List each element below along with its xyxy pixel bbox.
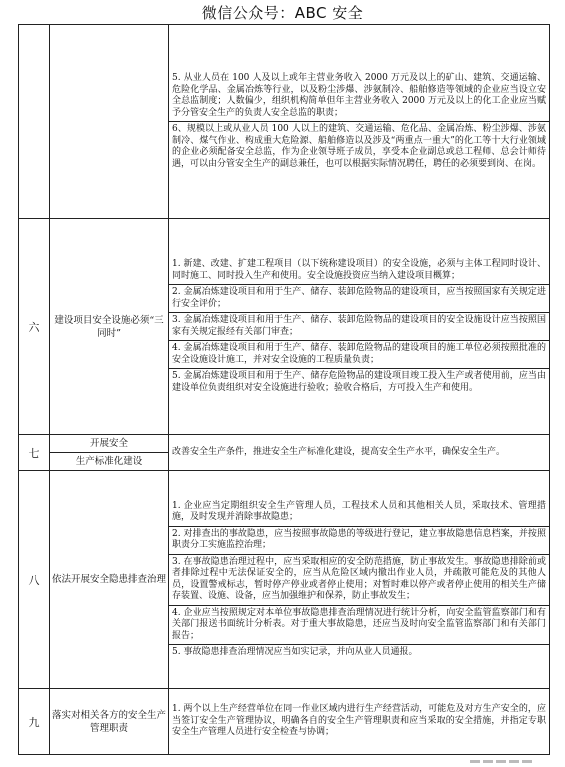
content-item: 6、规模以上或从业人员 100 人以上的建筑、交通运输、危化品、金属冶炼、粉尘涉爆、涉氨制冷、煤气作业、构成重大危险源、船舶修造以及涉及“两重点一重大”的化工等十大行业领域的企业必须配备安全总监，作为企业领导班子成员，享受本企业副总或总工程师、总会计师待遇，可以由分管安全生产的副总兼任，也可以根据实际情况聘任，聘任的必须要到岗、在岗。	[172, 124, 546, 169]
content-item: 2. 金属冶炼建设项目和用于生产、储存、装卸危险物品的建设项目，应当按照国家有关规定进行安全评价；	[169, 285, 549, 313]
row-title	[50, 435, 169, 471]
row-number	[19, 25, 50, 219]
table-row	[19, 471, 550, 689]
content-item: 4. 金属冶炼建设项目和用于生产、储存、装卸危险物品的建设项目的施工单位必须按照批准的安全设施设计施工，并对安全设施的工程质量负责；	[169, 341, 549, 369]
row-content	[169, 471, 550, 689]
row-content	[169, 219, 550, 435]
content-item: 1. 新建、改建、扩建工程项目（以下统称建设项目）的安全设施，必须与主体工程同时设计、同时施工、同时投入生产和使用。安全设施投资应当纳入建设项目概算；	[169, 257, 549, 285]
row-title-line: 生产标准化建设	[50, 452, 168, 470]
row-number: 九	[19, 689, 50, 755]
content-item: 5. 金属冶炼建设项目和用于生产、储存危险物品的建设项目竣工投入生产或者使用前，应当由建设单位负责组织对安全设施进行验收；验收合格后，方可投入生产和使用。	[172, 371, 546, 393]
table-row	[19, 435, 550, 471]
row-content	[169, 689, 550, 755]
row-title: 建设项目安全设施必须“三同时”	[50, 219, 169, 435]
row-title	[50, 25, 169, 219]
content-item: 5. 从业人员在 100 人及以上或年主营业务收入 2000 万元及以上的矿山、建筑、交通运输、危险化学品、金属冶炼等行业，以及粉尘涉爆、涉氨制冷、船舶修造等领域的企业应当设立安全总监制度；人数偏少，组织机构简单但年主营业务收入 2000 万元及以上的化工企业应当赋予分管安全生产的负责人安全总监的职责；	[169, 71, 549, 122]
row-content	[169, 435, 550, 471]
content-item: 改善安全生产条件，推进安全生产标准化建设，提高安全生产水平，确保安全生产。	[172, 446, 506, 457]
table-row	[19, 25, 550, 219]
row-title-line: 开展安全	[89, 438, 128, 449]
row-number: 六	[19, 219, 50, 435]
row-title: 落实对相关各方的安全生产管理职责	[50, 689, 169, 755]
row-title: 依法开展安全隐患排查治理	[50, 471, 169, 689]
row-number: 七	[19, 435, 50, 471]
table-row	[19, 219, 550, 435]
row-number: 八	[19, 471, 50, 689]
page-header: 微信公众号：ABC 安全	[201, 4, 364, 22]
content-item: 3. 在事故隐患治理过程中，应当采取相应的安全防范措施，防止事故发生。事故隐患排除前或者排除过程中无法保证安全的，应当从危险区域内撤出作业人员，并疏散可能危及的其他人员，设置警戒标志，暂时停产停业或者停止使用；对暂时难以停产或者停止使用的相关生产储存装置、设施、设备，应当加强维护和保养，防止事故发生；	[169, 555, 549, 606]
row-content	[169, 25, 550, 219]
content-item: 4. 企业应当按照规定对本单位事故隐患排查治理情况进行统计分析，向安全监管监察部门和有关部门报送书面统计分析表。对于重大事故隐患，还应当及时向安全监管监察部门和有关部门报告；	[169, 606, 549, 646]
content-item: 3. 金属冶炼建设项目和用于生产、储存、装卸危险物品的建设项目的安全设施设计应当按照国家有关规定报经有关部门审查；	[169, 313, 549, 341]
watermark-decoration	[470, 748, 550, 756]
safety-table	[18, 24, 550, 755]
content-item: 1. 两个以上生产经营单位在同一作业区域内进行生产经营活动，可能危及对方生产安全的，应当签订安全生产管理协议，明确各自的安全生产管理职责和应当采取的安全措施，并指定专职安全生产管理人员进行安全检查与协调；	[172, 704, 546, 738]
table-row	[19, 689, 550, 755]
content-item: 1. 企业应当定期组织安全生产管理人员，工程技术人员和其他相关人员，采取技术、管理措施，及时发现并消除事故隐患；	[169, 499, 549, 527]
content-item: 5. 事故隐患排查治理情况应当如实记录，并向从业人员通报。	[172, 647, 418, 657]
content-item: 2. 对排查出的事故隐患，应当按照事故隐患的等级进行登记，建立事故隐患信息档案，并按照职责分工实施监控治理；	[169, 527, 549, 555]
